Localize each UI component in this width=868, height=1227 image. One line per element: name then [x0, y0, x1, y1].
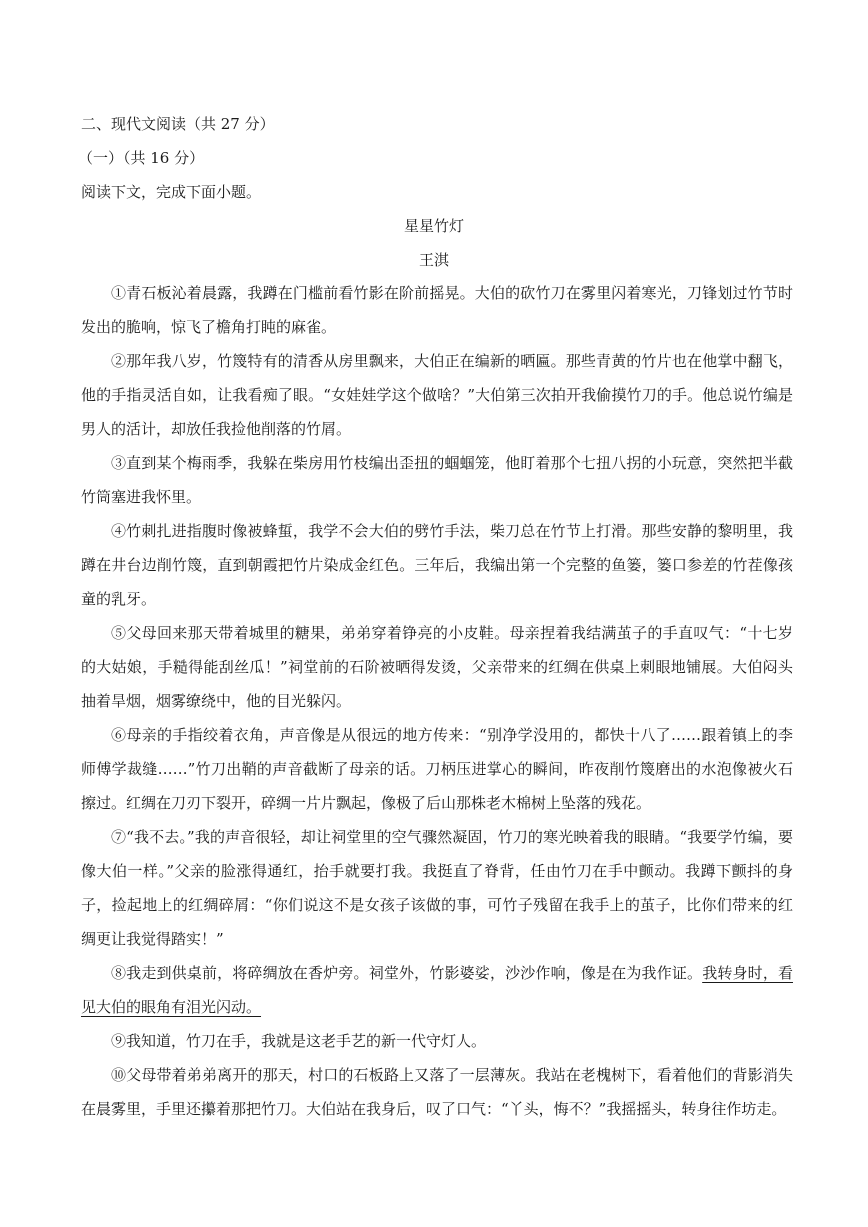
paragraph-6: ⑥母亲的手指绞着衣角，声音像是从很远的地方传来：“别净学没用的，都快十八了……跟着镇上的李师傅学裁缝……”竹刀出鞘的声音截断了母亲的话。刀柄压进掌心的瞬间，昨夜削竹篾磨出的水泡像被火石擦过。红绸在刀刃下裂开，碎绸一片片飘起，像极了后山那株老木棉树上坠落的残花。 — [81, 726, 793, 812]
paragraph-8 — [81, 956, 793, 1024]
paragraph-7: ⑦“我不去。”我的声音很轻，却让祠堂里的空气骤然凝固，竹刀的寒光映着我的眼睛。“我要学竹编，要像大伯一样。”父亲的脸涨得通红，抬手就要打我。我挺直了脊背，任由竹刀在手中颤动。我蹲下颤抖的身子，捡起地上的红绸碎屑：“你们说这不是女孩子该做的事，可竹子残留在我手上的茧子，比你们带来的红绸更让我觉得踏实！” — [81, 828, 793, 948]
paragraph-2: ②那年我八岁，竹篾特有的清香从房里飘来，大伯正在编新的晒匾。那些青黄的竹片也在他掌中翻飞，他的手指灵活自如，让我看痴了眼。“女娃娃学这个做啥？”大伯第三次拍开我偷摸竹刀的手。他总说竹编是男人的活计，却放任我捡他削落的竹屑。 — [81, 352, 793, 438]
paragraph-5: ⑤父母回来那天带着城里的糖果，弟弟穿着铮亮的小皮鞋。母亲捏着我结满茧子的手直叹气：“十七岁的大姑娘，手糙得能刮丝瓜！”祠堂前的石阶被晒得发烫，父亲带来的红绸在供桌上刺眼地铺展。大伯闷头抽着旱烟，烟雾缭绕中，他的目光躲闪。 — [81, 624, 793, 710]
article-author: 王淇 — [418, 251, 449, 269]
section-subheading: （一）（共 16 分） — [78, 149, 205, 167]
article-title: 星星竹灯 — [403, 217, 464, 235]
paragraph-1: ①青石板沁着晨露，我蹲在门槛前看竹影在阶前摇晃。大伯的砍竹刀在雾里闪着寒光，刀锋划过竹节时发出的脆响，惊飞了檐角打盹的麻雀。 — [81, 284, 793, 336]
underlined-sentence: 我转身时，看见大伯的眼角有泪光闪动。 — [81, 964, 793, 1016]
paragraph-4: ④竹刺扎进指腹时像被蜂蜇，我学不会大伯的劈竹手法，柴刀总在竹节上打滑。那些安静的黎明里，我蹲在井台边削竹篾，直到朝霞把竹片染成金红色。三年后，我编出第一个完整的鱼篓，篓口参差的竹茬像孩童的乳牙。 — [81, 522, 793, 608]
paragraph-8-text: ⑧我走到供桌前，将碎绸放在香炉旁。祠堂外，竹影婆娑，沙沙作响，像是在为我作证。 — [111, 964, 703, 982]
paragraph-3: ③直到某个梅雨季，我躲在柴房用竹枝编出歪扭的蝈蝈笼，他盯着那个七扭八拐的小玩意，突然把半截竹筒塞进我怀里。 — [81, 454, 793, 506]
paragraph-10: ⑩父母带着弟弟离开的那天，村口的石板路上又落了一层薄灰。我站在老槐树下，看着他们的背影消失在晨雾里，手里还攥着那把竹刀。大伯站在我身后，叹了口气：“丫头，悔不？”我摇摇头，转身往作坊走。 — [81, 1066, 793, 1118]
paragraph-9: ⑨我知道，竹刀在手，我就是这老手艺的新一代守灯人。 — [111, 1032, 487, 1050]
section-heading: 二、现代文阅读（共 27 分） — [81, 115, 275, 133]
reading-instruction: 阅读下文，完成下面小题。 — [81, 183, 262, 201]
